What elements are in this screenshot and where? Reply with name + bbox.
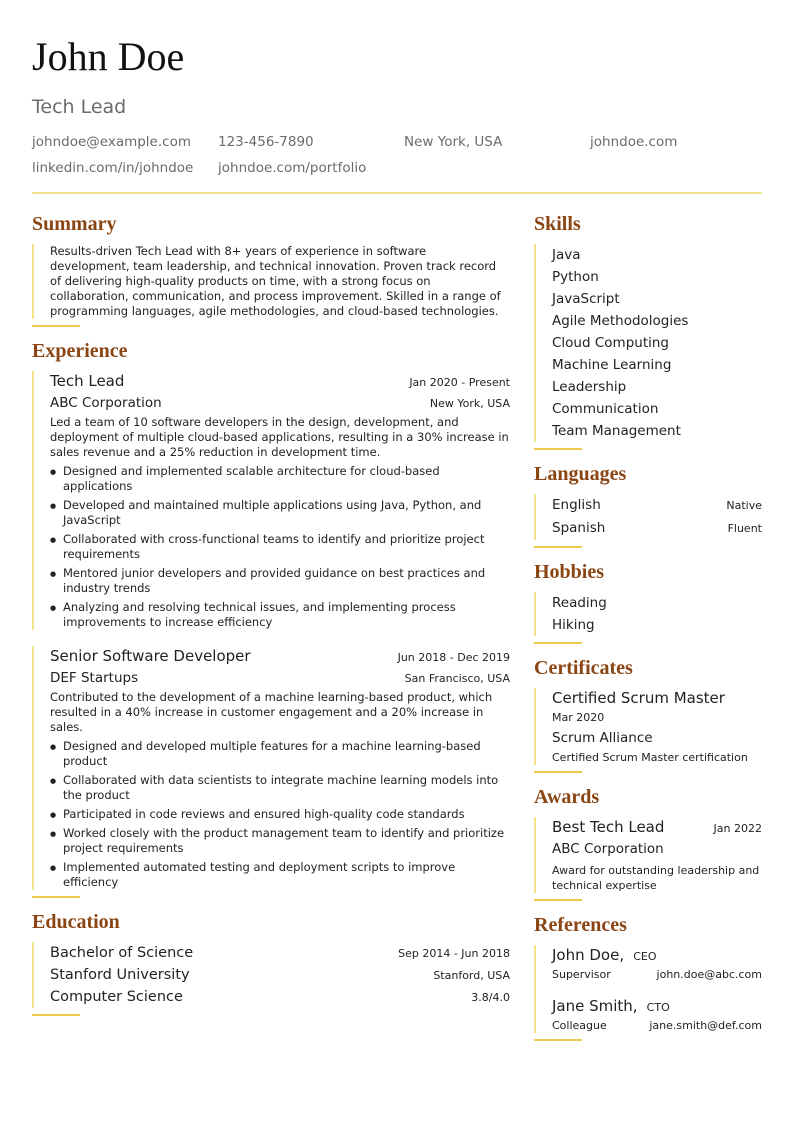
- job-achievements: [50, 464, 510, 630]
- contact-email[interactable]: johndoe@example.com: [32, 134, 191, 150]
- main-column: [32, 212, 510, 1041]
- job-description: Contributed to the development of a machine learning-based product, which resulted in a 40% increase in customer engagement and a 20% increase in sales.: [50, 690, 493, 734]
- section-divider: [534, 1039, 582, 1041]
- reference-email[interactable]: john.doe@abc.com: [656, 968, 762, 981]
- job-dates: Jan 2020 - Present: [409, 376, 510, 389]
- list-item: ● Collaborated with data scientists to integrate machine learning models into the product: [50, 773, 510, 803]
- summary-text: Results-driven Tech Lead with 8+ years of experience in software development, team leadership, and technical innovation. Proven track record of delivering high-quality products on time, with a strong focus on collaboration, communication, and process improvement. Skilled in a range of programming languages, agile methodologies, and cloud-based technologies.: [50, 244, 501, 318]
- reference-position: CEO: [633, 950, 657, 963]
- skill-item: Machine Learning: [552, 357, 672, 373]
- job-entry: [32, 646, 510, 890]
- award-title: Best Tech Lead: [552, 818, 665, 836]
- job-location: San Francisco, USA: [404, 672, 510, 685]
- award-description: Award for outstanding leadership and technical expertise: [552, 864, 760, 892]
- section-divider: [534, 546, 582, 548]
- job-entry: [32, 371, 510, 630]
- language-level: Fluent: [727, 522, 762, 535]
- section-divider: [32, 1014, 80, 1016]
- reference-relation: Colleague: [552, 1019, 607, 1032]
- education-dates: Sep 2014 - Jun 2018: [398, 947, 510, 960]
- certificate-name: Certified Scrum Master: [552, 689, 725, 707]
- list-item: ● Designed and implemented scalable architecture for cloud-based applications: [50, 464, 510, 494]
- language-name: English: [552, 497, 601, 513]
- job-company: ABC Corporation: [50, 395, 162, 411]
- awards-heading: Awards: [534, 786, 600, 808]
- education-heading: Education: [32, 911, 120, 933]
- job-company: DEF Startups: [50, 670, 139, 686]
- certificate-date: Mar 2020: [552, 711, 605, 724]
- list-item: ● Worked closely with the product management team to identify and prioritize project requirements: [50, 826, 510, 856]
- languages-heading: Languages: [534, 463, 627, 485]
- education-school: Stanford University: [50, 967, 190, 983]
- skill-item: Python: [552, 269, 599, 285]
- header-divider: [32, 192, 762, 194]
- section-divider: [32, 896, 80, 898]
- job-achievements: [50, 739, 510, 890]
- language-name: Spanish: [552, 520, 606, 536]
- candidate-title: Tech Lead: [32, 96, 127, 118]
- list-item: ● Mentored junior developers and provided guidance on best practices and industry trends: [50, 566, 510, 596]
- job-dates: Jun 2018 - Dec 2019: [397, 651, 510, 664]
- list-item: ● Collaborated with cross-functional teams to identify and prioritize project requirements: [50, 532, 510, 562]
- section-divider: [534, 448, 582, 450]
- skill-item: Java: [552, 247, 581, 263]
- job-title: Senior Software Developer: [50, 647, 251, 665]
- list-item: ● Participated in code reviews and ensured high-quality code standards: [50, 807, 510, 822]
- resume-page: [32, 34, 762, 1041]
- skills-heading: Skills: [534, 213, 581, 235]
- summary-heading: Summary: [32, 213, 117, 235]
- section-divider: [534, 899, 582, 901]
- education-location: Stanford, USA: [433, 969, 510, 982]
- education-field: Computer Science: [50, 989, 183, 1005]
- summary-block: [32, 244, 510, 319]
- list-item: ● Designed and developed multiple features for a machine learning-based product: [50, 739, 510, 769]
- contact-location: New York, USA: [404, 134, 503, 150]
- languages-list: [534, 494, 762, 540]
- skill-item: Cloud Computing: [552, 335, 669, 351]
- candidate-name: John Doe: [32, 34, 185, 79]
- award-organization: ABC Corporation: [552, 841, 664, 857]
- education-entry: [32, 942, 510, 1008]
- reference-item: [552, 945, 762, 982]
- job-location: New York, USA: [429, 397, 510, 410]
- skill-item: Communication: [552, 401, 659, 417]
- contact-linkedin[interactable]: linkedin.com/in/johndoe: [32, 160, 194, 176]
- contact-phone[interactable]: 123-456-7890: [218, 134, 314, 150]
- skill-item: Agile Methodologies: [552, 313, 689, 329]
- certificate-entry: [534, 688, 762, 765]
- hobbies-heading: Hobbies: [534, 561, 605, 583]
- experience-heading: Experience: [32, 340, 128, 362]
- contact-info: [32, 134, 762, 176]
- award-date: Jan 2022: [713, 822, 762, 835]
- hobby-item: Reading: [552, 595, 607, 611]
- section-divider: [534, 771, 582, 773]
- certificate-issuer: Scrum Alliance: [552, 730, 653, 746]
- skill-item: Team Management: [552, 423, 681, 439]
- reference-email[interactable]: jane.smith@def.com: [649, 1019, 762, 1032]
- skills-list: [534, 244, 762, 442]
- certificate-description: Certified Scrum Master certification: [552, 751, 748, 764]
- section-divider: [32, 325, 80, 327]
- skill-item: Leadership: [552, 379, 627, 395]
- reference-position: CTO: [646, 1001, 670, 1014]
- award-entry: [534, 817, 762, 893]
- job-title: Tech Lead: [50, 372, 125, 390]
- list-item: ● Implemented automated testing and deployment scripts to improve efficiency: [50, 860, 510, 890]
- job-description: Led a team of 10 software developers in the design, development, and deployment of multiple cloud-based applications, resulting in a 30% increase in sales revenue and a 25% reduction in development time.: [50, 415, 509, 459]
- side-column: [534, 212, 762, 1041]
- contact-website[interactable]: johndoe.com: [590, 134, 678, 150]
- list-item: ● Analyzing and resolving technical issues, and implementing process improvements to increase efficiency: [50, 600, 510, 630]
- reference-name: Jane Smith,: [552, 997, 638, 1015]
- hobby-item: Hiking: [552, 617, 595, 633]
- references-list: [534, 945, 762, 1033]
- reference-name: John Doe,: [552, 946, 625, 964]
- language-level: Native: [726, 499, 762, 512]
- contact-portfolio[interactable]: johndoe.com/portfolio: [218, 160, 367, 176]
- section-divider: [534, 642, 582, 644]
- certificates-heading: Certificates: [534, 657, 633, 679]
- education-gpa: 3.8/4.0: [471, 991, 510, 1004]
- hobbies-list: [534, 592, 762, 636]
- reference-item: [552, 996, 762, 1033]
- reference-relation: Supervisor: [552, 968, 611, 981]
- education-degree: Bachelor of Science: [50, 945, 194, 961]
- references-heading: References: [534, 914, 627, 936]
- language-item: [552, 517, 762, 540]
- language-item: [552, 494, 762, 517]
- list-item: ● Developed and maintained multiple applications using Java, Python, and JavaScript: [50, 498, 510, 528]
- skill-item: JavaScript: [552, 291, 620, 307]
